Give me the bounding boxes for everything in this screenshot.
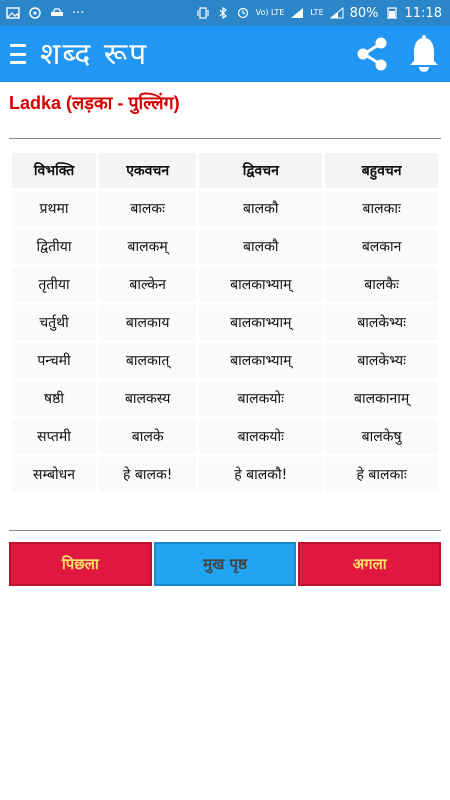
home-button[interactable]: मुख पृष्ठ	[154, 542, 297, 586]
table-cell: बालकाय	[99, 305, 196, 340]
status-bar	[0, 0, 450, 26]
vibrate-icon	[196, 7, 210, 19]
previous-button[interactable]: पिछला	[9, 542, 152, 586]
header-bahuvachan: बहुवचन	[325, 153, 438, 188]
table-cell: बालकाभ्याम्	[199, 343, 322, 378]
table-cell: बालके	[99, 419, 196, 454]
table-row	[12, 343, 438, 378]
table-cell: बालकः	[99, 191, 196, 226]
alarm-icon	[236, 7, 250, 19]
table-cell: बालकस्य	[99, 381, 196, 416]
table-row	[12, 457, 438, 492]
table-cell: बालकयोः	[199, 419, 322, 454]
gallery-icon	[6, 7, 20, 19]
declension-table	[9, 150, 441, 495]
bluetooth-icon	[216, 7, 230, 19]
table-row	[12, 381, 438, 416]
table-cell: बालकानाम्	[325, 381, 438, 416]
battery-percent: 80%	[349, 5, 379, 21]
menu-icon[interactable]	[10, 44, 26, 64]
table-cell: बालकयोः	[199, 381, 322, 416]
table-cell: बालकाभ्याम्	[199, 267, 322, 302]
table-cell: चर्तुथी	[12, 305, 96, 340]
table-cell: तृतीया	[12, 267, 96, 302]
header-ekvachan: एकवचन	[99, 153, 196, 188]
car-icon	[50, 7, 64, 19]
clock: 11:18	[404, 5, 442, 21]
table-cell: बालकैः	[325, 267, 438, 302]
table-cell: सम्बोधन	[12, 457, 96, 492]
signal-icon	[290, 7, 304, 19]
table-cell: बाल्केन	[99, 267, 196, 302]
signal-icon-2	[330, 7, 344, 19]
table-row	[12, 305, 438, 340]
table-header-row	[12, 153, 438, 188]
header-dvivachan: द्विवचन	[199, 153, 322, 188]
share-icon[interactable]	[352, 34, 392, 74]
table-cell: बालकौ	[199, 191, 322, 226]
table-cell: बालकेभ्यः	[325, 343, 438, 378]
table-cell: बालकेषु	[325, 419, 438, 454]
whatsapp-icon	[28, 7, 42, 19]
table-cell: हे बालक!	[99, 457, 196, 492]
table-cell: पन्चमी	[12, 343, 96, 378]
table-cell: बालकम्	[99, 229, 196, 264]
table-cell: बालकौ	[199, 229, 322, 264]
table-cell: प्रथमा	[12, 191, 96, 226]
nav-button-row	[9, 542, 441, 586]
table-cell: बालकेभ्यः	[325, 305, 438, 340]
next-button[interactable]: अगला	[298, 542, 441, 586]
more-notifications-icon: ···	[72, 5, 85, 21]
divider-top	[9, 138, 441, 139]
table-cell: बालकाभ्याम्	[199, 305, 322, 340]
table-cell: बालकाः	[325, 191, 438, 226]
app-title: शब्द रूप	[40, 37, 149, 72]
table-row	[12, 419, 438, 454]
battery-icon	[385, 7, 399, 19]
word-title: Ladka (लड़का - पुल्लिंग)	[9, 93, 180, 113]
table-cell: षष्ठी	[12, 381, 96, 416]
table-cell: द्वितीया	[12, 229, 96, 264]
table-row	[12, 191, 438, 226]
table-row	[12, 229, 438, 264]
header-vibhakti: विभक्ति	[12, 153, 96, 188]
table-cell: सप्तमी	[12, 419, 96, 454]
table-cell: हे बालकाः	[325, 457, 438, 492]
bell-icon[interactable]	[406, 34, 442, 74]
lte-indicator: LTE	[310, 8, 324, 17]
table-cell: हे बालकौ!	[199, 457, 322, 492]
app-bar	[0, 26, 450, 82]
table-cell: बलकान	[325, 229, 438, 264]
volte-indicator: Vo) LTE	[255, 8, 285, 17]
divider-bottom	[9, 530, 441, 531]
table-row	[12, 267, 438, 302]
table-cell: बालकात्	[99, 343, 196, 378]
